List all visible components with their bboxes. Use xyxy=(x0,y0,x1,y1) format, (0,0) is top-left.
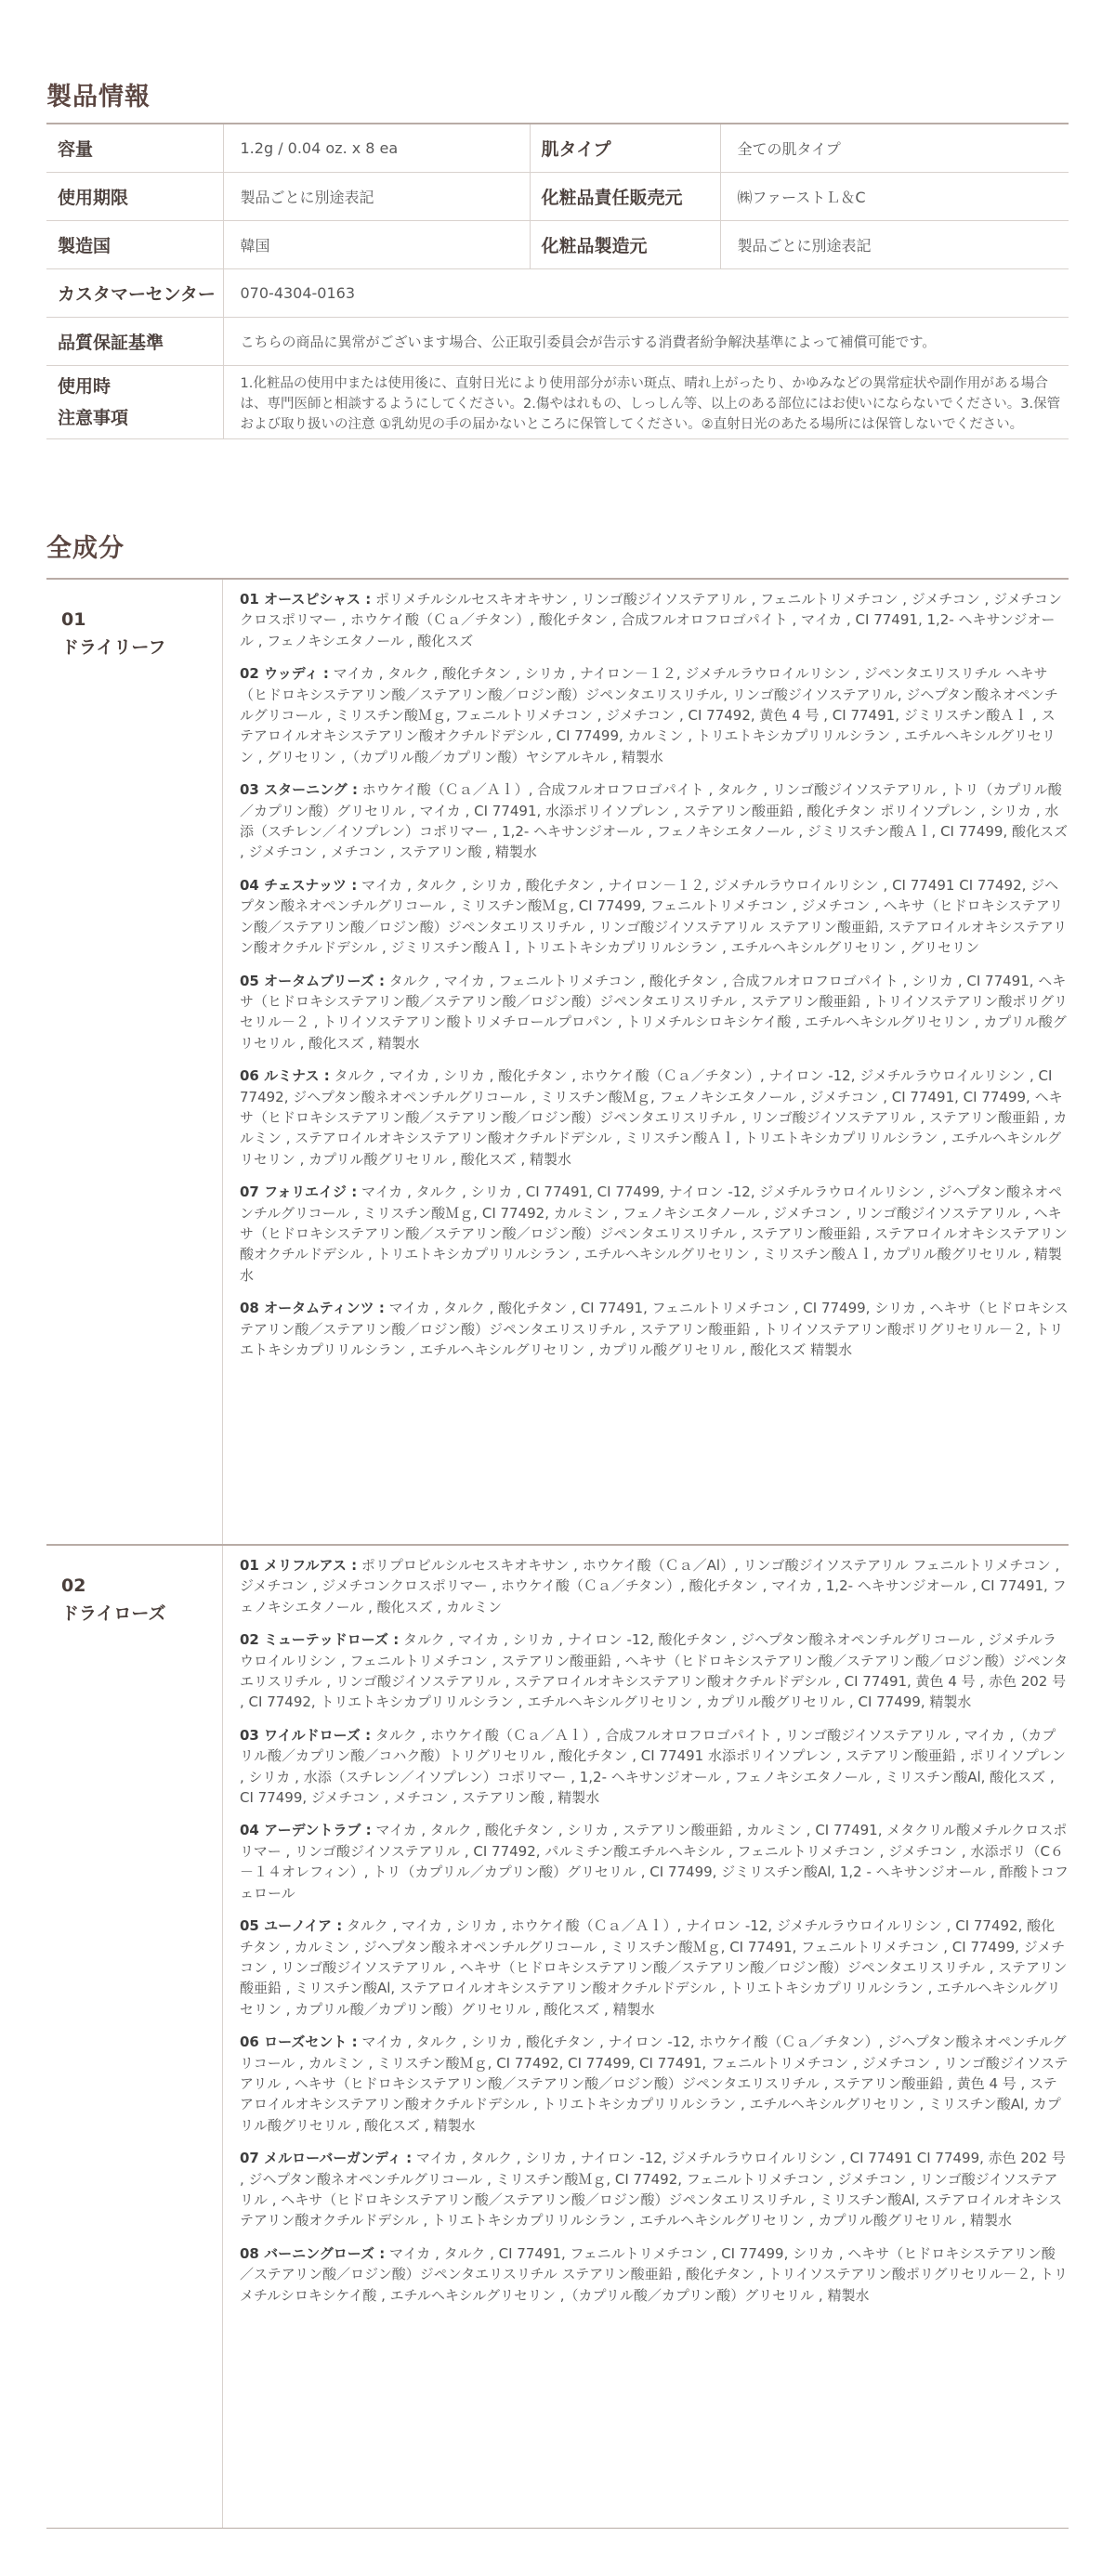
list-item xyxy=(240,1629,1069,1713)
table-row xyxy=(46,172,1069,220)
item-text: タルク , マイカ , シリカ , ナイロン -12, 酸化チタン , ジヘプタン酸ネオペンチルグリコール , ジメチルラウロイルリシン , フェニルトリメチコン , ステアリン酸亜鉛 , ヘキサ（ヒドロキシステアリン酸／ステアリン酸／ロジン酸）ジペンタエリスリチル , リンゴ酸ジイソステアリル , ステアロイルオキシステアリン酸オクチルドデシル , CI 77491, 黄色 4 号 , 赤色 202 号 , CI 77492, トリエトキシカプリリルシラン , エチルヘキシルグリセリン , カプリル酸グリセリル , CI 77499, 精製水 xyxy=(240,1631,1069,1711)
expiry-label: 使用期限 xyxy=(46,172,223,220)
item-name: 07 メルローバーガンディ : xyxy=(240,2150,413,2167)
list-item xyxy=(240,663,1069,767)
group-name: ドライローズ xyxy=(61,1603,166,1624)
list-item xyxy=(240,971,1069,1054)
item-name: 08 バーニングローズ : xyxy=(240,2244,386,2262)
item-name: 02 ウッディ : xyxy=(240,665,329,683)
distributor-value: ㈱ファーストＬ＆C xyxy=(720,172,1069,220)
group-number: 01 xyxy=(61,609,86,630)
skin-type-label: 肌タイプ xyxy=(530,124,720,172)
group-label xyxy=(46,1546,223,2528)
list-item xyxy=(240,875,1069,959)
country-label: 製造国 xyxy=(46,220,223,268)
item-name: 03 ワイルドローズ : xyxy=(240,1726,372,1744)
ingredient-group-dry-leaf xyxy=(46,578,1069,1544)
item-name: 03 スターニング : xyxy=(240,781,359,799)
list-item xyxy=(240,1555,1069,1617)
customer-center-label: カスタマーセンター xyxy=(46,268,223,317)
country-value: 韓国 xyxy=(223,220,530,268)
item-text: タルク , ホウケイ酸（Ｃａ／Ａｌ）, 合成フルオロフロゴパイト , リンゴ酸ジイソステアリル , マイカ ,（カプリル酸／カプリン酸／コハク酸）トリグリセリル , 酸化チタン , CI 77491 水添ポリイソプレン , ステアリン酸亜鉛 , ポリイソプレン , シリカ , 水添（スチレン／イソプレン）コポリマー , 1,2- ヘキサンジオール , フェノキシエタノール , ミリスチン酸Al, 酸化スズ , CI 77499, ジメチコン , メチコン , ステアリン酸 , 精製水 xyxy=(240,1726,1066,1807)
manufacturer-value: 製品ごとに別途表記 xyxy=(720,220,1069,268)
distributor-label: 化粧品責任販売元 xyxy=(530,172,720,220)
capacity-value: 1.2g / 0.04 oz. x 8 ea xyxy=(223,124,530,172)
item-text: ポリプロピルシルセスキオキサン , ホウケイ酸（Ｃａ／Al）, リンゴ酸ジイソステアリル フェニルトリメチコン , ジメチコン , ジメチコンクロスポリマー , ホウケイ酸（Ｃａ／チタン）, 酸化チタン , マイカ , 1,2- ヘキサンジオール , CI 77491, フェノキシエタノール , 酸化スズ , カルミン xyxy=(240,1557,1067,1615)
list-item xyxy=(240,1820,1069,1903)
item-name: 01 メリフルアス : xyxy=(240,1557,358,1574)
list-item xyxy=(240,1182,1069,1286)
item-name: 07 フォリエイジ : xyxy=(240,1183,358,1201)
item-name: 04 チェスナッツ : xyxy=(240,876,358,894)
list-item xyxy=(240,2148,1069,2231)
skin-type-value: 全ての肌タイプ xyxy=(720,124,1069,172)
ingredients-title: 全成分 xyxy=(46,534,125,563)
product-info-table xyxy=(46,123,1069,439)
item-text: マイカ , タルク , シリカ , 酸化チタン , ナイロン－１２, ジメチルラウロイルリシン , CI 77491 CI 77492, ジヘプタン酸ネオペンチルグリコール , ミリスチン酸Ｍｇ, CI 77499, フェニルトリメチコン , ジメチコン , ヘキサ（ヒドロキシステアリン酸／ステアリン酸／ロジン酸）ジペンタエリスリチル , リンゴ酸ジイソステアリル ステアリン酸亜鉛, ステアロイルオキシステアリン酸オクチルドデシル , ジミリスチン酸Ａｌ, トリエトキシカプリリルシラン , エチルヘキシルグリセリン , グリセリン xyxy=(240,876,1068,957)
manufacturer-label: 化粧品製造元 xyxy=(530,220,720,268)
item-text: マイカ , タルク , シリカ , CI 77491, CI 77499, ナイロン -12, ジメチルラウロイルリシン , ジヘプタン酸ネオペンチルグリコール , ミリスチン酸Ｍｇ, CI 77492, カルミン , フェノキシエタノール , ジメチコン , リンゴ酸ジイソステアリル , ヘキサ（ヒドロキシステアリン酸／ステアリン酸／ロジン酸）ジペンタエリスリチル , ステアリン酸亜鉛 , ステアロイルオキシステアリン酸オクチルドデシル , トリエトキシカプリリルシラン , エチルヘキシルグリセリン , ミリスチン酸Ａｌ, カプリル酸グリセリル , 精製水 xyxy=(240,1183,1068,1284)
table-row xyxy=(46,268,1069,317)
item-name: 05 ユーノイア : xyxy=(240,1917,343,1935)
quality-label: 品質保証基準 xyxy=(46,317,223,365)
item-text: ホウケイ酸（Ｃａ／Ａｌ）, 合成フルオロフロゴパイト , タルク , リンゴ酸ジイソステアリル , トリ（カプリル酸／カプリン酸）グリセリル , マイカ , CI 77491, 水添ポリイソプレン , ステアリン酸亜鉛 , 酸化チタン ポリイソプレン , シリカ , 水添（スチレン／イソプレン）コポリマー , 1,2- ヘキサンジオール , フェノキシエタノール , ジミリスチン酸Ａｌ, CI 77499, 酸化スズ , ジメチコン , メチコン , ステアリン酸 , 精製水 xyxy=(240,781,1068,861)
capacity-label: 容量 xyxy=(46,124,223,172)
expiry-value: 製品ごとに別途表記 xyxy=(223,172,530,220)
item-text: ポリメチルシルセスキオキサン , リンゴ酸ジイソステアリル , フェニルトリメチコン , ジメチコン , ジメチコンクロスポリマー , ホウケイ酸（Ｃａ／チタン）, 酸化チタン , 合成フルオロフロゴパイト , マイカ , CI 77491, 1,2- ヘキサンジオール , フェノキシエタノール , 酸化スズ xyxy=(240,591,1063,649)
list-item xyxy=(240,589,1069,651)
caution-value: 1.化粧品の使用中または使用後に、直射日光により使用部分が赤い斑点、晴れ上がったり、かゆみなどの異常症状や副作用がある場合は、専門医師と相談するようにしてください。2.傷やはれもの、しっしん等、以上のある部位にはお使いにならないでください。3.保管および取り扱いの注意 ①乳幼児の手の届かないところに保管してください。②直射日光のあたる場所には保管しないでください。 xyxy=(223,365,1069,438)
ingredient-list xyxy=(223,580,1069,1544)
item-text: マイカ , タルク , 酸化チタン , CI 77491, フェニルトリメチコン , CI 77499, シリカ , ヘキサ（ヒドロキシステアリン酸／ステアリン酸／ロジン酸）ジペンタエリスリチル , ステアリン酸亜鉛 , トリイソステアリン酸ポリグリセリル－２, トリエトキシカプリリルシラン , エチルヘキシルグリセリン , カプリル酸グリセリル , 酸化スズ 精製水 xyxy=(240,1300,1069,1358)
item-text: マイカ , タルク , 酸化チタン , シリカ , ナイロン－１２, ジメチルラウロイルリシン , ジペンタエリスリチル ヘキサ（ヒドロキシステアリン酸／ステアリン酸／ロジン酸）ジペンタエリスリチル, リンゴ酸ジイソステアリル, ジヘプタン酸ネオペンチルグリコール , ミリスチン酸Ｍｇ, フェニルトリメチコン , ジメチコン , CI 77492, 黄色 4 号 , CI 77491, ジミリスチン酸Ａｌ , ステアロイルオキシステアリン酸オクチルドデシル , CI 77499, カルミン , トリエトキシカプリリルシラン , エチルヘキシルグリセリン , グリセリン ,（カプリル酸／カプリン酸）ヤシアルキル , 精製水 xyxy=(240,665,1058,765)
item-text: マイカ , タルク , CI 77491, フェニルトリメチコン , CI 77499, シリカ , ヘキサ（ヒドロキシステアリン酸／ステアリン酸／ロジン酸）ジペンタエリスリチル ステアリン酸亜鉛 , 酸化チタン , トリイソステアリン酸ポリグリセリル－２, トリメチルシロキシケイ酸 , エチルヘキシルグリセリン ,（カプリル酸／カプリン酸）グリセリル , 精製水 xyxy=(240,2244,1068,2304)
item-name: 01 オースピシャス : xyxy=(240,591,372,608)
table-row xyxy=(46,317,1069,365)
item-name: 06 ルミナス : xyxy=(240,1067,330,1085)
ingredient-list xyxy=(223,1546,1069,2528)
item-name: 08 オータムティンツ : xyxy=(240,1300,385,1317)
item-text: タルク , マイカ , シリカ , ホウケイ酸（Ｃａ／Ａｌ）, ナイロン -12, ジメチルラウロイルリシン , CI 77492, 酸化チタン , カルミン , ジヘプタン酸ネオペンチルグリコール , ミリスチン酸Ｍｇ, CI 77491, フェニルトリメチコン , CI 77499, ジメチコン , リンゴ酸ジイソステアリル , ヘキサ（ヒドロキシステアリン酸／ステアリン酸／ロジン酸）ジペンタエリスリチル , ステアリン酸亜鉛 , ミリスチン酸Al, ステアロイルオキシステアリン酸オクチルドデシル , トリエトキシカプリリルシラン , エチルヘキシルグリセリン , カプリル酸／カプリン酸）グリセリル , 酸化スズ , 精製水 xyxy=(240,1917,1068,2018)
list-item xyxy=(240,1066,1069,1170)
group-number: 02 xyxy=(61,1576,86,1596)
item-text: タルク , マイカ , シリカ , 酸化チタン , ホウケイ酸（Ｃａ／チタン）, ナイロン -12, ジメチルラウロイルリシン , CI 77492, ジヘプタン酸ネオペンチルグリコール , ミリスチン酸Ｍｇ, フェノキシエタノール , ジメチコン , CI 77491, CI 77499, ヘキサ（ヒドロキシステアリン酸／ステアリン酸／ロジン酸）ジペンタエリスリチル , リンゴ酸ジイソステアリル , ステアリン酸亜鉛 , カルミン , ステアロイルオキシステアリン酸オクチルドデシル , ミリスチン酸Ａｌ, トリエトキシカプリリルシラン , エチルヘキシルグリセリン , カプリル酸グリセリル , 酸化スズ , 精製水 xyxy=(240,1067,1068,1168)
group-name: ドライリーフ xyxy=(61,637,166,658)
list-item xyxy=(240,1298,1069,1360)
item-name: 02 ミューテッドローズ : xyxy=(240,1631,400,1649)
item-text: タルク , マイカ , フェニルトリメチコン , 酸化チタン , 合成フルオロフロゴパイト , シリカ , CI 77491, ヘキサ（ヒドロキシステアリン酸／ステアリン酸／ロジン酸）ジペンタエリスリチル , ステアリン酸亜鉛 , トリイソステアリン酸ポリグリセリル－２ , トリイソステアリン酸トリメチロールプロパン , トリメチルシロキシケイ酸 , エチルヘキシルグリセリン , カプリル酸グリセリル , 酸化スズ , 精製水 xyxy=(240,972,1069,1052)
quality-value: こちらの商品に異常がございます場合、公正取引委員会が告示する消費者紛争解決基準によって補償可能です。 xyxy=(223,317,1069,365)
caution-label-line1: 使用時 xyxy=(58,375,112,397)
item-name: 06 ローズセント : xyxy=(240,2033,358,2051)
caution-label xyxy=(46,365,223,438)
product-info-title: 製品情報 xyxy=(46,83,151,111)
list-item xyxy=(240,1916,1069,2020)
caution-label-line2: 注意事項 xyxy=(58,407,129,428)
list-item xyxy=(240,2243,1069,2306)
item-text: マイカ , タルク , シリカ , ナイロン -12, ジメチルラウロイルリシン , CI 77491 CI 77499, 赤色 202 号 , ジヘプタン酸ネオペンチルグリコール , ミリスチン酸Ｍｇ, CI 77492, フェニルトリメチコン , ジメチコン , リンゴ酸ジイソステアリル , ヘキサ（ヒドロキシステアリン酸／ステアリン酸／ロジン酸）ジペンタエリスリチル , ミリスチン酸Al, ステアロイルオキシステアリン酸オクチルドデシル , トリエトキシカプリリルシラン , エチルヘキシルグリセリン , カプリル酸グリセリル , 精製水 xyxy=(240,2150,1066,2229)
item-name: 04 アーデントラブ : xyxy=(240,1822,372,1839)
ingredient-group-dry-rose xyxy=(46,1544,1069,2529)
list-item xyxy=(240,2032,1069,2136)
table-row xyxy=(46,365,1069,438)
list-item xyxy=(240,779,1069,863)
item-text: マイカ , タルク , シリカ , 酸化チタン , ナイロン -12, ホウケイ酸（Ｃａ／チタン）, ジヘプタン酸ネオペンチルグリコール , カルミン , ミリスチン酸Ｍｇ, CI 77492, CI 77499, CI 77491, フェニルトリメチコン , ジメチコン , リンゴ酸ジイソステアリル , ヘキサ（ヒドロキシステアリン酸／ステアリン酸／ロジン酸）ジペンタエリスリチル , ステアリン酸亜鉛 , 黄色 4 号 , ステアロイルオキシステアリン酸オクチルドデシル , トリエトキシカプリリルシラン , エチルヘキシルグリセリン , ミリスチン酸Al, カプリル酸グリセリル , 酸化スズ , 精製水 xyxy=(240,2033,1069,2134)
item-text: マイカ , タルク , 酸化チタン , シリカ , ステアリン酸亜鉛 , カルミン , CI 77491, メタクリル酸メチルクロスポリマー , リンゴ酸ジイソステアリル , CI 77492, パルミチン酸エチルヘキシル , フェニルトリメチコン , ジメチコン , 水添ポリ（C６－１４オレフィン）, トリ（カプリル／カプリン酸）グリセリル , CI 77499, ジミリスチン酸Al, 1,2 - ヘキサンジオール , 酢酸トコフェロール xyxy=(240,1822,1069,1902)
group-label xyxy=(46,580,223,1544)
item-name: 05 オータムブリーズ : xyxy=(240,972,385,989)
table-row xyxy=(46,220,1069,268)
table-row xyxy=(46,124,1069,172)
customer-center-value: 070-4304-0163 xyxy=(223,268,1069,317)
list-item xyxy=(240,1725,1069,1809)
